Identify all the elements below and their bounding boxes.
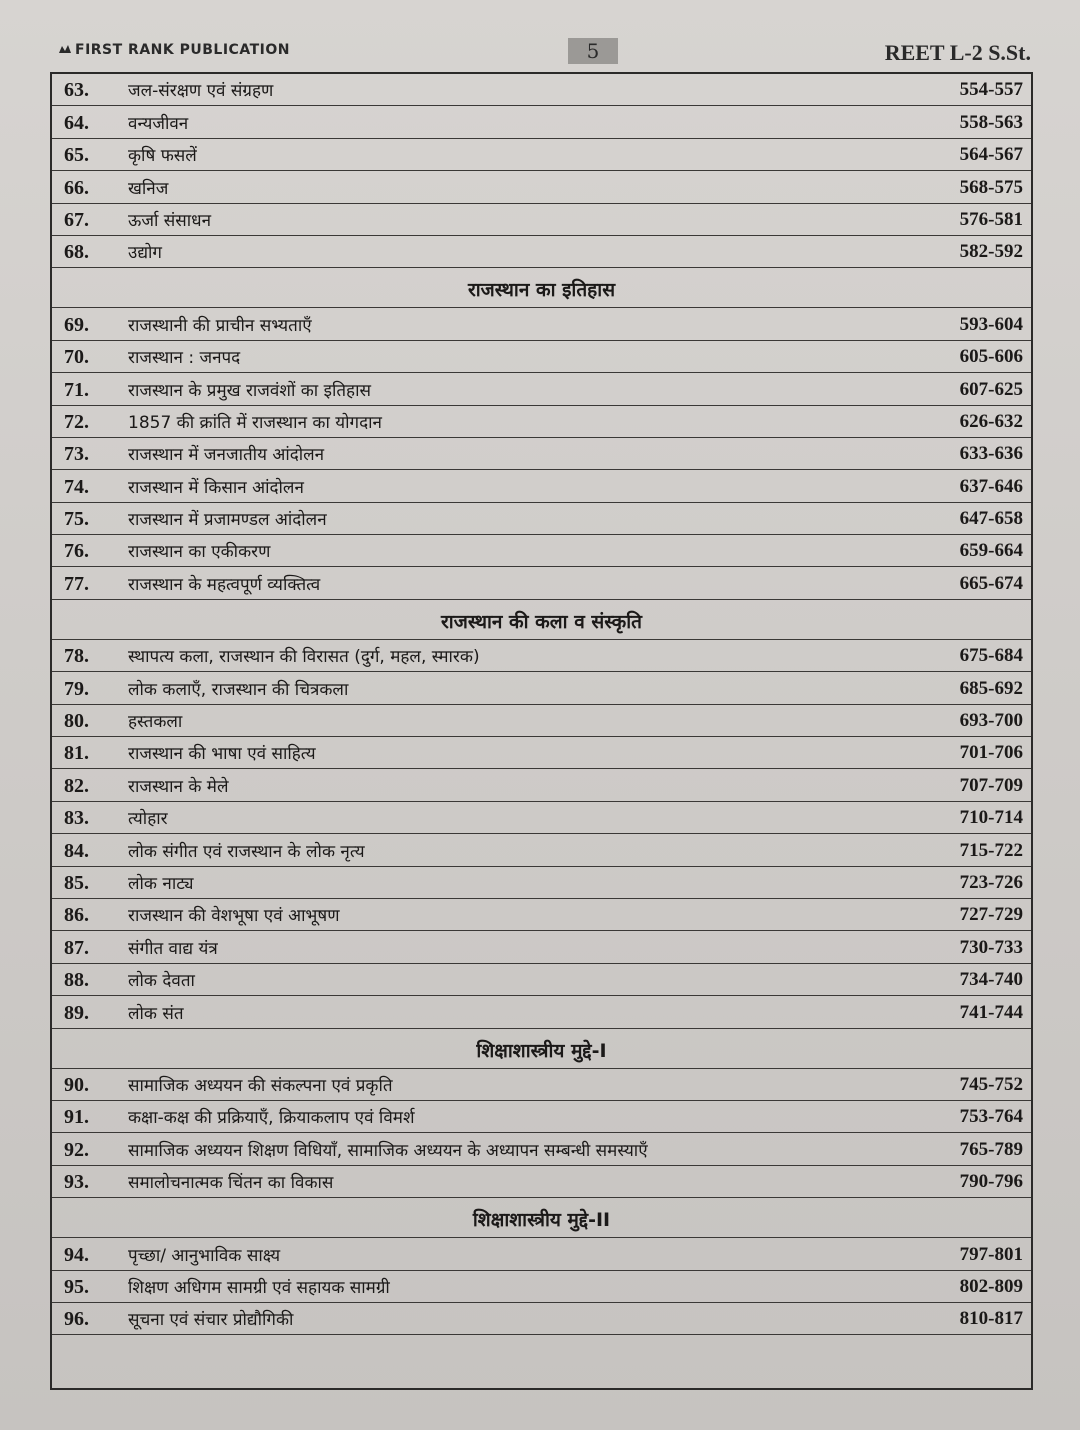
- toc-row: [52, 171, 1031, 203]
- toc-list: [52, 74, 1031, 1335]
- chapter-number: 74.: [64, 475, 89, 498]
- toc-row: [52, 996, 1031, 1028]
- toc-row: [52, 1271, 1031, 1303]
- chapter-title: लोक नाट्य: [128, 873, 194, 894]
- page-range: 568-575: [959, 176, 1023, 198]
- toc-row: [52, 1101, 1031, 1133]
- chapter-title: पृच्छा/ आनुभाविक साक्ष्य: [128, 1245, 281, 1266]
- chapter-title: राजस्थान : जनपद: [128, 348, 241, 369]
- page-range: 633-636: [959, 443, 1023, 465]
- chapter-number: 77.: [64, 572, 89, 595]
- chapter-title: सामाजिक अध्ययन शिक्षण विधियाँ, सामाजिक अध्ययन के अध्यापन सम्बन्धी समस्याएँ: [128, 1140, 648, 1161]
- chapter-number: 88.: [64, 969, 89, 992]
- page-range: 802-809: [959, 1275, 1023, 1297]
- toc-row: [52, 931, 1031, 963]
- page-range: 715-722: [959, 839, 1023, 861]
- page-range: 745-752: [959, 1073, 1023, 1095]
- chapter-title: संगीत वाद्य यंत्र: [128, 938, 218, 959]
- chapter-number: 65.: [64, 144, 89, 167]
- toc-row: [52, 964, 1031, 996]
- section-heading-text: शिक्षाशास्त्रीय मुद्दे-II: [472, 1209, 611, 1232]
- toc-row: [52, 1133, 1031, 1165]
- page-range: 605-606: [959, 346, 1023, 368]
- chapter-number: 93.: [64, 1171, 89, 1194]
- chapter-number: 66.: [64, 176, 89, 199]
- chapter-title: राजस्थानी की प्राचीन सभ्यताएँ: [128, 315, 312, 336]
- chapter-number: 96.: [64, 1308, 89, 1331]
- toc-row: [52, 802, 1031, 834]
- chapter-title: राजस्थान की भाषा एवं साहित्य: [128, 744, 316, 765]
- chapter-title: लोक संत: [128, 1003, 184, 1024]
- chapter-number: 76.: [64, 540, 89, 563]
- page-range: 693-700: [959, 710, 1023, 732]
- page-range: 765-789: [959, 1138, 1023, 1160]
- chapter-title: वन्यजीवन: [128, 113, 189, 134]
- toc-row: [52, 438, 1031, 470]
- chapter-title: कक्षा-कक्ष की प्रक्रियाएँ, क्रियाकलाप एवं विमर्श: [128, 1108, 415, 1129]
- page-range: 659-664: [959, 540, 1023, 562]
- page-range: 797-801: [959, 1243, 1023, 1265]
- toc-row: [52, 341, 1031, 373]
- chapter-title: राजस्थान के महत्वपूर्ण व्यक्तित्व: [128, 574, 321, 595]
- chapter-number: 75.: [64, 508, 89, 531]
- page-range: 685-692: [959, 677, 1023, 699]
- toc-row: [52, 373, 1031, 405]
- page-range: 710-714: [959, 807, 1023, 829]
- toc-row: [52, 74, 1031, 106]
- section-heading: [52, 600, 1031, 640]
- chapter-number: 83.: [64, 807, 89, 830]
- page-range: 607-625: [959, 378, 1023, 400]
- chapter-number: 72.: [64, 410, 89, 433]
- section-heading-text: शिक्षाशास्त्रीय मुद्दे-I: [476, 1039, 607, 1062]
- publisher-logo-icon: [58, 43, 72, 55]
- page-range: 741-744: [959, 1001, 1023, 1023]
- chapter-number: 90.: [64, 1073, 89, 1096]
- toc-row: [52, 737, 1031, 769]
- publisher-name: FIRST RANK PUBLICATION: [75, 42, 290, 58]
- book-series-title: REET L-2 S.St.: [884, 40, 1031, 65]
- toc-row: [52, 834, 1031, 866]
- page-range: 753-764: [959, 1106, 1023, 1128]
- chapter-number: 70.: [64, 346, 89, 369]
- page-range: 576-581: [959, 208, 1023, 230]
- toc-row: [52, 236, 1031, 268]
- chapter-title: राजस्थान में जनजातीय आंदोलन: [128, 445, 325, 466]
- page-range: 810-817: [959, 1308, 1023, 1330]
- chapter-title: सामाजिक अध्ययन की संकल्पना एवं प्रकृति: [128, 1075, 393, 1096]
- chapter-title: ऊर्जा संसाधन: [128, 210, 212, 231]
- toc-row: [52, 567, 1031, 599]
- chapter-number: 71.: [64, 378, 89, 401]
- chapter-number: 79.: [64, 677, 89, 700]
- section-heading: [52, 1198, 1031, 1238]
- chapter-number: 82.: [64, 774, 89, 797]
- toc-row: [52, 106, 1031, 138]
- page-range: 665-674: [959, 572, 1023, 594]
- chapter-title: शिक्षण अधिगम सामग्री एवं सहायक सामग्री: [128, 1277, 390, 1298]
- chapter-number: 95.: [64, 1275, 89, 1298]
- page-range: 593-604: [959, 313, 1023, 335]
- page-range: 734-740: [959, 969, 1023, 991]
- toc-row: [52, 503, 1031, 535]
- chapter-title: समालोचनात्मक चिंतन का विकास: [128, 1173, 334, 1194]
- chapter-title: लोक देवता: [128, 971, 195, 992]
- chapter-number: 63.: [64, 79, 89, 102]
- toc-row: [52, 308, 1031, 340]
- chapter-title: लोक संगीत एवं राजस्थान के लोक नृत्य: [128, 841, 365, 862]
- page-range: 637-646: [959, 475, 1023, 497]
- chapter-title: कृषि फसलें: [128, 146, 197, 167]
- page-range: 582-592: [959, 241, 1023, 263]
- toc-row: [52, 769, 1031, 801]
- page-range: 727-729: [959, 904, 1023, 926]
- chapter-title: स्थापत्य कला, राजस्थान की विरासत (दुर्ग, महल, स्मारक): [128, 647, 480, 668]
- chapter-number: 69.: [64, 313, 89, 336]
- toc-row: [52, 204, 1031, 236]
- toc-row: [52, 1303, 1031, 1335]
- chapter-title: लोक कलाएँ, राजस्थान की चित्रकला: [128, 679, 349, 700]
- page-range: 554-557: [959, 79, 1023, 101]
- toc-row: [52, 1238, 1031, 1270]
- chapter-title: राजस्थान में किसान आंदोलन: [128, 477, 304, 498]
- toc-row: [52, 640, 1031, 672]
- toc-row: [52, 139, 1031, 171]
- page-header: [50, 36, 1035, 76]
- toc-row: [52, 470, 1031, 502]
- chapter-title: राजस्थान की वेशभूषा एवं आभूषण: [128, 906, 340, 927]
- page-number: 5: [568, 38, 618, 64]
- section-heading: [52, 268, 1031, 308]
- chapter-title: खनिज: [128, 178, 169, 199]
- page-range: 626-632: [959, 410, 1023, 432]
- toc-row: [52, 535, 1031, 567]
- toc-row: [52, 705, 1031, 737]
- toc-row: [52, 1166, 1031, 1198]
- toc-row: [52, 899, 1031, 931]
- toc-row: [52, 406, 1031, 438]
- chapter-number: 67.: [64, 208, 89, 231]
- chapter-number: 87.: [64, 936, 89, 959]
- publisher-brand: [58, 42, 290, 58]
- chapter-title: 1857 की क्रांति में राजस्थान का योगदान: [128, 412, 382, 433]
- toc-row: [52, 1069, 1031, 1101]
- chapter-number: 84.: [64, 839, 89, 862]
- page-range: 647-658: [959, 508, 1023, 530]
- section-heading: [52, 1029, 1031, 1069]
- chapter-number: 89.: [64, 1001, 89, 1024]
- page-range: 790-796: [959, 1171, 1023, 1193]
- page-range: 564-567: [959, 144, 1023, 166]
- chapter-number: 86.: [64, 904, 89, 927]
- section-heading-text: राजस्थान की कला व संस्कृति: [441, 610, 642, 633]
- chapter-title: उद्योग: [128, 243, 162, 264]
- chapter-title: राजस्थान के मेले: [128, 776, 229, 797]
- chapter-title: राजस्थान के प्रमुख राजवंशों का इतिहास: [128, 380, 371, 401]
- chapter-number: 80.: [64, 710, 89, 733]
- table-of-contents: [50, 72, 1033, 1390]
- page-range: 675-684: [959, 645, 1023, 667]
- page-range: 707-709: [959, 774, 1023, 796]
- page-range: 723-726: [959, 871, 1023, 893]
- chapter-number: 94.: [64, 1243, 89, 1266]
- page-range: 701-706: [959, 742, 1023, 764]
- chapter-title: हस्तकला: [128, 712, 183, 733]
- chapter-number: 68.: [64, 241, 89, 264]
- chapter-number: 91.: [64, 1106, 89, 1129]
- chapter-title: सूचना एवं संचार प्रोद्यौगिकी: [128, 1310, 294, 1331]
- chapter-number: 73.: [64, 443, 89, 466]
- toc-row: [52, 672, 1031, 704]
- chapter-number: 85.: [64, 871, 89, 894]
- chapter-number: 78.: [64, 645, 89, 668]
- section-heading-text: राजस्थान का इतिहास: [467, 279, 616, 302]
- toc-row: [52, 867, 1031, 899]
- page-range: 730-733: [959, 936, 1023, 958]
- chapter-number: 64.: [64, 111, 89, 134]
- chapter-number: 81.: [64, 742, 89, 765]
- chapter-title: राजस्थान का एकीकरण: [128, 542, 271, 563]
- chapter-title: जल-संरक्षण एवं संग्रहण: [128, 81, 274, 102]
- page-range: 558-563: [959, 111, 1023, 133]
- chapter-number: 92.: [64, 1138, 89, 1161]
- chapter-title: त्योहार: [128, 809, 168, 830]
- chapter-title: राजस्थान में प्रजामण्डल आंदोलन: [128, 510, 327, 531]
